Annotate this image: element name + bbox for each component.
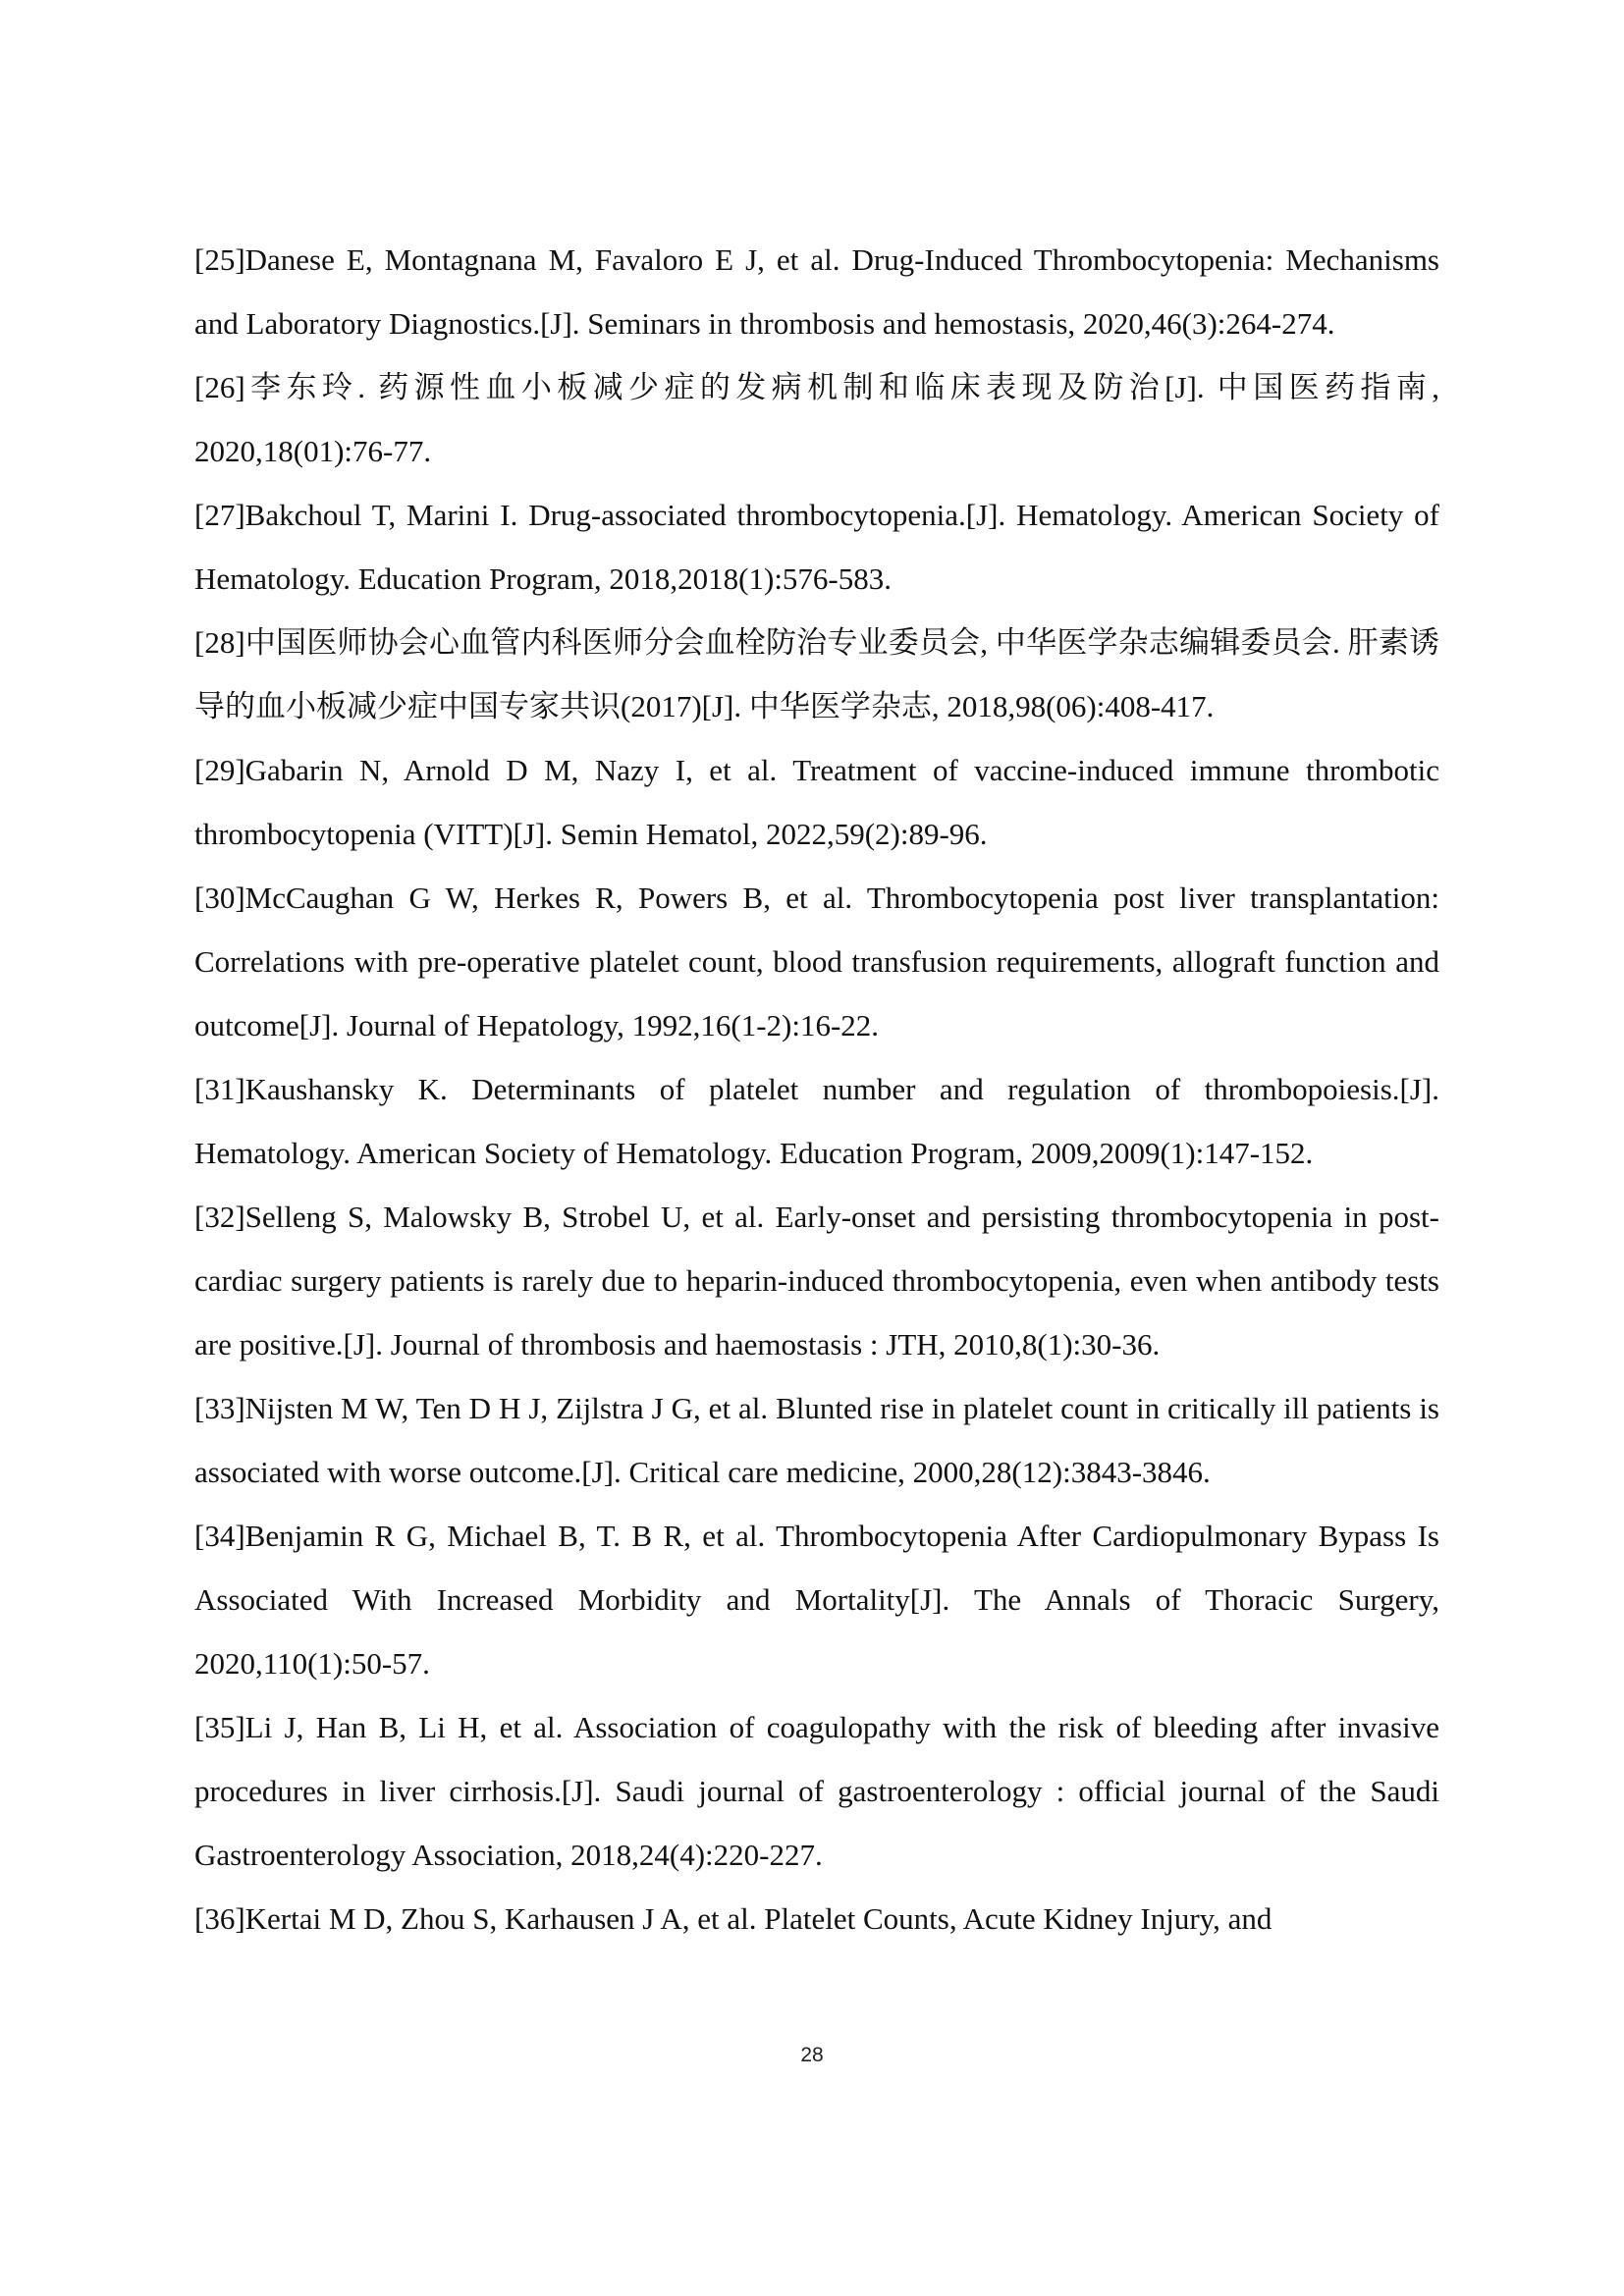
reference-item (194, 1057, 1439, 1185)
reference-number: [27] (194, 498, 245, 532)
reference-item (194, 228, 1439, 355)
reference-item (194, 355, 1439, 483)
reference-item (194, 1185, 1439, 1376)
reference-number: [26] (194, 370, 245, 404)
reference-item (194, 483, 1439, 611)
reference-number: [33] (194, 1391, 245, 1425)
reference-text: Li J, Han B, Li H, et al. Association of coagulopathy with the risk of bleeding after invasive procedures in liver cirrhosis.[J]. Saudi journal of gastroenterology : official journal of the Saudi Gastroenterology Association, 2018,24(4):220-227. (194, 1710, 1439, 1872)
reference-number: [29] (194, 753, 245, 787)
page-number: 28 (800, 2044, 824, 2066)
reference-item (194, 1887, 1439, 1950)
reference-text: Nijsten M W, Ten D H J, Zijlstra J G, et al. Blunted rise in platelet count in critically ill patients is associated with worse outcome.[J]. Critical care medicine, 2000,28(12):3843-3846. (194, 1391, 1439, 1489)
reference-list (194, 228, 1439, 1950)
reference-text: Danese E, Montagnana M, Favaloro E J, et al. Drug-Induced Thrombocytopenia: Mechanisms and Laboratory Diagnostics.[J]. Seminars in thrombosis and hemostasis, 2020,46(3):264-274. (194, 242, 1439, 341)
reference-number: [25] (194, 242, 245, 277)
reference-text: Kertai M D, Zhou S, Karhausen J A, et al. Platelet Counts, Acute Kidney Injury, and (244, 1901, 1272, 1936)
reference-text: Gabarin N, Arnold D M, Nazy I, et al. Treatment of vaccine-induced immune thrombotic thrombocytopenia (VITT)[J]. Semin Hematol, 2022,59(2):89-96. (194, 753, 1439, 851)
reference-number: [30] (194, 881, 245, 915)
reference-number: [32] (194, 1200, 245, 1234)
reference-text: 李东玲. 药源性血小板减少症的发病机制和临床表现及防治[J]. 中国医药指南, 2020,18(01):76-77. (194, 370, 1439, 468)
reference-number: [28] (194, 625, 245, 660)
reference-text: Bakchoul T, Marini I. Drug-associated thrombocytopenia.[J]. Hematology. American Society of Hematology. Education Program, 2018,2018(1):576-583. (194, 498, 1439, 596)
reference-item (194, 866, 1439, 1057)
reference-text: Kaushansky K. Determinants of platelet number and regulation of thrombopoiesis.[J]. Hematology. American Society of Hematology. Education Program, 2009,2009(1):147-152. (194, 1072, 1439, 1170)
reference-text: McCaughan G W, Herkes R, Powers B, et al. Thrombocytopenia post liver transplantation: Correlations with pre-operative platelet count, blood transfusion requirements, allograft function and outcome[J]. Journal of Hepatology, 1992,16(1-2):16-22. (194, 881, 1439, 1042)
reference-item (194, 1376, 1439, 1504)
reference-text: Benjamin R G, Michael B, T. B R, et al. Thrombocytopenia After Cardiopulmonary Bypass Is Associated With Increased Morbidity and Mortality[J]. The Annals of Thoracic Surgery, 2020,110(1):50-57. (194, 1519, 1439, 1681)
reference-item (194, 1504, 1439, 1695)
reference-text: 中国医师协会心血管内科医师分会血栓防治专业委员会, 中华医学杂志编辑委员会. 肝素诱导的血小板减少症中国专家共识(2017)[J]. 中华医学杂志, 2018,98(06):408-417. (194, 625, 1439, 723)
reference-item (194, 738, 1439, 866)
reference-number: [34] (194, 1519, 245, 1553)
reference-number: [36] (194, 1901, 245, 1936)
reference-item (194, 611, 1439, 738)
reference-text: Selleng S, Malowsky B, Strobel U, et al. Early-onset and persisting thrombocytopenia in post-cardiac surgery patients is rarely due to heparin-induced thrombocytopenia, even when antibody tests are positive.[J]. Journal of thrombosis and haemostasis : JTH, 2010,8(1):30-36. (194, 1200, 1439, 1362)
reference-item (194, 1695, 1439, 1887)
reference-number: [35] (194, 1710, 245, 1744)
reference-number: [31] (194, 1072, 245, 1106)
